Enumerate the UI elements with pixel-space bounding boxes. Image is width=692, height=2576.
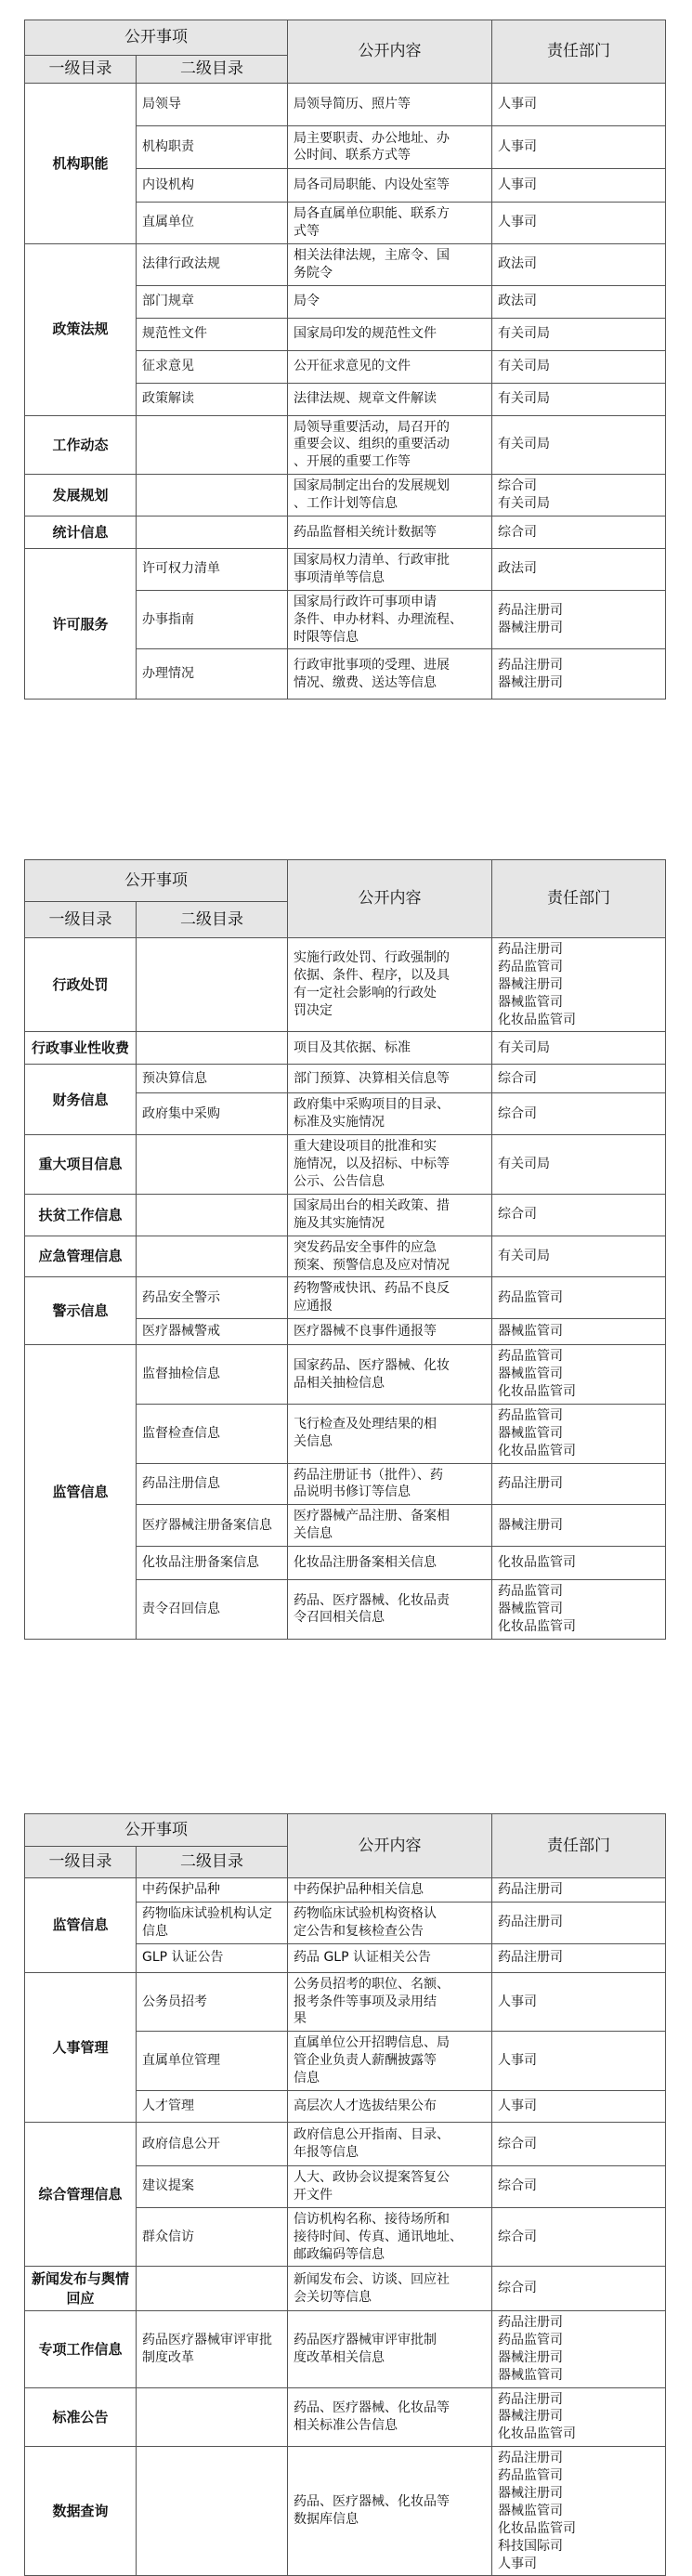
dept-cell: 药品监管司 器械监管司 化妆品监管司 <box>492 1404 666 1463</box>
level2-category <box>137 938 288 1032</box>
dept-cell: 器械注册司 <box>492 1505 666 1547</box>
level1-category: 政策法规 <box>25 243 137 415</box>
level2-category: 政府集中采购 <box>137 1093 288 1135</box>
level2-category <box>137 1032 288 1065</box>
level2-category: 中药保护品种 <box>137 1878 288 1903</box>
content-cell: 实施行政处罚、行政强制的 依据、条件、程序，以及具 有一定社会影响的行政处 罚决定 <box>288 938 492 1032</box>
dept-cell: 综合司 <box>492 516 666 548</box>
level2-category: 药品安全警示 <box>137 1277 288 1319</box>
level1-category: 重大项目信息 <box>25 1135 137 1195</box>
content-cell: 药品注册证书（批件）、药 品说明书修订等信息 <box>288 1463 492 1505</box>
content-cell: 国家局制定出台的发展规划 、工作计划等信息 <box>288 475 492 517</box>
level1-category: 发展规划 <box>25 475 137 517</box>
level1-category: 扶贫工作信息 <box>25 1194 137 1236</box>
table-row <box>25 1345 666 1405</box>
table-row <box>25 1277 666 1319</box>
level2-category: 局领导 <box>137 83 288 125</box>
level2-category: 许可权力清单 <box>137 548 288 590</box>
level2-category: 机构职责 <box>137 125 288 168</box>
dept-cell: 有关司局 <box>492 1236 666 1277</box>
header-dept: 责任部门 <box>492 1814 666 1878</box>
content-cell: 局主要职责、办公地址、办 公时间、联系方式等 <box>288 125 492 168</box>
level2-category: 办理情况 <box>137 649 288 700</box>
content-cell: 直属单位公开招聘信息、局 管企业负责人薪酬披露等 信息 <box>288 2032 492 2091</box>
dept-cell: 药品注册司 器械注册司 化妆品监管司 <box>492 2387 666 2447</box>
level1-category: 新闻发布与舆情回应 <box>25 2267 137 2311</box>
dept-cell: 化妆品监管司 <box>492 1547 666 1580</box>
dept-cell: 药品监管司 器械监管司 化妆品监管司 <box>492 1345 666 1405</box>
table-row <box>25 2387 666 2447</box>
header-content: 公开内容 <box>288 1814 492 1878</box>
dept-cell: 人事司 <box>492 83 666 125</box>
dept-cell: 药品注册司 <box>492 1463 666 1505</box>
level2-category: 征求意见 <box>137 350 288 383</box>
level1-category: 警示信息 <box>25 1277 137 1345</box>
dept-cell: 政法司 <box>492 243 666 285</box>
content-cell: 突发药品安全事件的应急 预案、预警信息及应对情况 <box>288 1236 492 1277</box>
header-level1: 一级目录 <box>25 1847 137 1878</box>
content-cell: 药物临床试验机构资格认 定公告和复核检查公告 <box>288 1902 492 1943</box>
dept-cell: 有关司局 <box>492 415 666 475</box>
table-row <box>25 2310 666 2387</box>
content-cell: 国家局印发的规范性文件 <box>288 318 492 350</box>
content-cell: 重大建设项目的批准和实 施情况，以及招标、中标等 公示、公告信息 <box>288 1135 492 1195</box>
dept-cell: 综合司 <box>492 1093 666 1135</box>
level2-category <box>137 415 288 475</box>
dept-cell: 人事司 <box>492 1972 666 2032</box>
level2-category: 政策解读 <box>137 383 288 415</box>
level2-category: 直属单位 <box>137 202 288 243</box>
content-cell: 医疗器械不良事件通报等 <box>288 1319 492 1345</box>
header-level1: 一级目录 <box>25 902 137 938</box>
dept-cell: 综合司 <box>492 2267 666 2311</box>
table-row <box>25 1878 666 1903</box>
header-level2: 二级目录 <box>137 1847 288 1878</box>
level2-category <box>137 1194 288 1236</box>
table-row <box>25 1032 666 1065</box>
level1-category: 许可服务 <box>25 548 137 699</box>
level2-category: 监督检查信息 <box>137 1404 288 1463</box>
content-cell: 飞行检查及处理结果的相 关信息 <box>288 1404 492 1463</box>
table-row <box>25 1194 666 1236</box>
level1-category: 行政处罚 <box>25 938 137 1032</box>
content-cell: 人大、政协会议提案答复公 开文件 <box>288 2166 492 2208</box>
level1-category: 综合管理信息 <box>25 2123 137 2267</box>
dept-cell: 综合司 <box>492 2207 666 2267</box>
dept-cell: 综合司 <box>492 1194 666 1236</box>
content-cell: 公务员招考的职位、名额、 报考条件等事项及录用结 果 <box>288 1972 492 2032</box>
level2-category: GLP 认证公告 <box>137 1943 288 1972</box>
content-cell: 信访机构名称、接待场所和 接待时间、传真、通讯地址、 邮政编码等信息 <box>288 2207 492 2267</box>
level2-category: 医疗器械注册备案信息 <box>137 1505 288 1547</box>
content-cell: 国家局权力清单、行政审批 事项清单等信息 <box>288 548 492 590</box>
disclosure-table-1 <box>24 20 666 700</box>
table-row <box>25 2447 666 2576</box>
level1-category: 应急管理信息 <box>25 1236 137 1277</box>
content-cell: 部门预算、决算相关信息等 <box>288 1065 492 1093</box>
dept-cell: 人事司 <box>492 168 666 202</box>
level2-category: 药品医疗器械审评审批制度改革 <box>137 2310 288 2387</box>
header-row <box>25 860 666 902</box>
level2-category: 药品注册信息 <box>137 1463 288 1505</box>
dept-cell: 药品注册司 <box>492 1902 666 1943</box>
content-cell: 相关法律法规，主席令、国 务院令 <box>288 243 492 285</box>
level1-category: 数据查询 <box>25 2447 137 2576</box>
disclosure-table-3 <box>24 1813 666 2576</box>
content-cell: 局令 <box>288 285 492 318</box>
table-row <box>25 1972 666 2032</box>
content-cell: 局领导简历、照片等 <box>288 83 492 125</box>
table-row <box>25 2267 666 2311</box>
content-cell: 政府信息公开指南、目录、 年报等信息 <box>288 2123 492 2166</box>
table-row <box>25 2123 666 2166</box>
content-cell: 公开征求意见的文件 <box>288 350 492 383</box>
dept-cell: 综合司 <box>492 1065 666 1093</box>
level2-category: 政府信息公开 <box>137 2123 288 2166</box>
dept-cell: 人事司 <box>492 125 666 168</box>
dept-cell: 有关司局 <box>492 1135 666 1195</box>
level2-category: 监督抽检信息 <box>137 1345 288 1405</box>
content-cell: 局各司局职能、内设处室等 <box>288 168 492 202</box>
header-level1: 一级目录 <box>25 56 137 84</box>
level1-category: 工作动态 <box>25 415 137 475</box>
dept-cell: 药品注册司 药品监管司 器械注册司 器械监管司 化妆品监管司 科技国际司 人事司 <box>492 2447 666 2576</box>
dept-cell: 药品监管司 <box>492 1277 666 1319</box>
dept-cell: 政法司 <box>492 548 666 590</box>
content-cell: 药物警戒快讯、药品不良反 应通报 <box>288 1277 492 1319</box>
table-row <box>25 415 666 475</box>
content-cell: 政府集中采购项目的目录、 标准及实施情况 <box>288 1093 492 1135</box>
level2-category <box>137 2267 288 2311</box>
level1-category: 人事管理 <box>25 1972 137 2122</box>
content-cell: 国家局行政许可事项申请 条件、申办材料、办理流程、 时限等信息 <box>288 590 492 649</box>
content-cell: 医疗器械产品注册、备案相 关信息 <box>288 1505 492 1547</box>
level1-category: 标准公告 <box>25 2387 137 2447</box>
level2-category: 规范性文件 <box>137 318 288 350</box>
content-cell: 药品医疗器械审评审批制 度改革相关信息 <box>288 2310 492 2387</box>
table-row <box>25 548 666 590</box>
dept-cell: 药品注册司 药品监管司 器械注册司 器械监管司 <box>492 2310 666 2387</box>
level2-category <box>137 516 288 548</box>
content-cell: 药品、医疗器械、化妆品等 相关标准公告信息 <box>288 2387 492 2447</box>
content-cell: 高层次人才选拔结果公布 <box>288 2091 492 2123</box>
level2-category: 药物临床试验机构认定信息 <box>137 1902 288 1943</box>
dept-cell: 综合司 <box>492 2166 666 2208</box>
dept-cell: 有关司局 <box>492 383 666 415</box>
level1-category: 统计信息 <box>25 516 137 548</box>
level1-category: 监管信息 <box>25 1345 137 1640</box>
header-matter: 公开事项 <box>25 20 288 56</box>
header-row <box>25 20 666 56</box>
table-row <box>25 243 666 285</box>
header-dept: 责任部门 <box>492 860 666 938</box>
level2-category: 责令召回信息 <box>137 1580 288 1640</box>
dept-cell: 人事司 <box>492 202 666 243</box>
content-cell: 国家局出台的相关政策、措 施及其实施情况 <box>288 1194 492 1236</box>
content-cell: 项目及其依据、标准 <box>288 1032 492 1065</box>
level2-category: 建议提案 <box>137 2166 288 2208</box>
level2-category <box>137 475 288 517</box>
content-cell: 新闻发布会、访谈、回应社 会关切等信息 <box>288 2267 492 2311</box>
level1-category: 财务信息 <box>25 1065 137 1135</box>
table-row <box>25 1135 666 1195</box>
header-content: 公开内容 <box>288 20 492 84</box>
table-row <box>25 938 666 1032</box>
dept-cell: 有关司局 <box>492 1032 666 1065</box>
header-matter: 公开事项 <box>25 860 288 902</box>
level2-category: 内设机构 <box>137 168 288 202</box>
dept-cell: 器械监管司 <box>492 1319 666 1345</box>
dept-cell: 综合司 有关司局 <box>492 475 666 517</box>
level2-category <box>137 2447 288 2576</box>
dept-cell: 药品注册司 器械注册司 <box>492 649 666 700</box>
header-content: 公开内容 <box>288 860 492 938</box>
dept-cell: 有关司局 <box>492 318 666 350</box>
level1-category: 机构职能 <box>25 83 137 243</box>
content-cell: 局领导重要活动，局召开的 重要会议、组织的重要活动 、开展的重要工作等 <box>288 415 492 475</box>
content-cell: 局各直属单位职能、联系方 式等 <box>288 202 492 243</box>
content-cell: 药品监督相关统计数据等 <box>288 516 492 548</box>
dept-cell: 药品监管司 器械监管司 化妆品监管司 <box>492 1580 666 1640</box>
table-row <box>25 83 666 125</box>
disclosure-table-2 <box>24 859 666 1640</box>
dept-cell: 药品注册司 <box>492 1943 666 1972</box>
level2-category <box>137 1236 288 1277</box>
dept-cell: 药品注册司 药品监管司 器械注册司 器械监管司 化妆品监管司 <box>492 938 666 1032</box>
content-cell: 行政审批事项的受理、进展 情况、缴费、送达等信息 <box>288 649 492 700</box>
dept-cell: 人事司 <box>492 2091 666 2123</box>
content-cell: 药品 GLP 认证相关公告 <box>288 1943 492 1972</box>
level1-category: 行政事业性收费 <box>25 1032 137 1065</box>
header-dept: 责任部门 <box>492 20 666 84</box>
level2-category: 部门规章 <box>137 285 288 318</box>
table-row <box>25 1236 666 1277</box>
content-cell: 国家药品、医疗器械、化妆 品相关抽检信息 <box>288 1345 492 1405</box>
level2-category: 化妆品注册备案信息 <box>137 1547 288 1580</box>
level2-category: 群众信访 <box>137 2207 288 2267</box>
header-row <box>25 1814 666 1847</box>
dept-cell: 有关司局 <box>492 350 666 383</box>
level2-category: 预决算信息 <box>137 1065 288 1093</box>
content-cell: 法律法规、规章文件解读 <box>288 383 492 415</box>
level2-category <box>137 1135 288 1195</box>
content-cell: 中药保护品种相关信息 <box>288 1878 492 1903</box>
dept-cell: 药品注册司 <box>492 1878 666 1903</box>
dept-cell: 药品注册司 器械注册司 <box>492 590 666 649</box>
table-row <box>25 475 666 517</box>
level2-category: 直属单位管理 <box>137 2032 288 2091</box>
level2-category: 人才管理 <box>137 2091 288 2123</box>
level2-category: 医疗器械警戒 <box>137 1319 288 1345</box>
table-row <box>25 516 666 548</box>
header-matter: 公开事项 <box>25 1814 288 1847</box>
header-level2: 二级目录 <box>137 56 288 84</box>
dept-cell: 政法司 <box>492 285 666 318</box>
content-cell: 药品、医疗器械、化妆品责 令召回相关信息 <box>288 1580 492 1640</box>
level2-category: 法律行政法规 <box>137 243 288 285</box>
dept-cell: 人事司 <box>492 2032 666 2091</box>
header-level2: 二级目录 <box>137 902 288 938</box>
content-cell: 化妆品注册备案相关信息 <box>288 1547 492 1580</box>
level1-category: 专项工作信息 <box>25 2310 137 2387</box>
table-row <box>25 1065 666 1093</box>
level2-category <box>137 2387 288 2447</box>
level2-category: 办事指南 <box>137 590 288 649</box>
dept-cell: 综合司 <box>492 2123 666 2166</box>
level2-category: 公务员招考 <box>137 1972 288 2032</box>
level1-category: 监管信息 <box>25 1878 137 1973</box>
content-cell: 药品、医疗器械、化妆品等 数据库信息 <box>288 2447 492 2576</box>
